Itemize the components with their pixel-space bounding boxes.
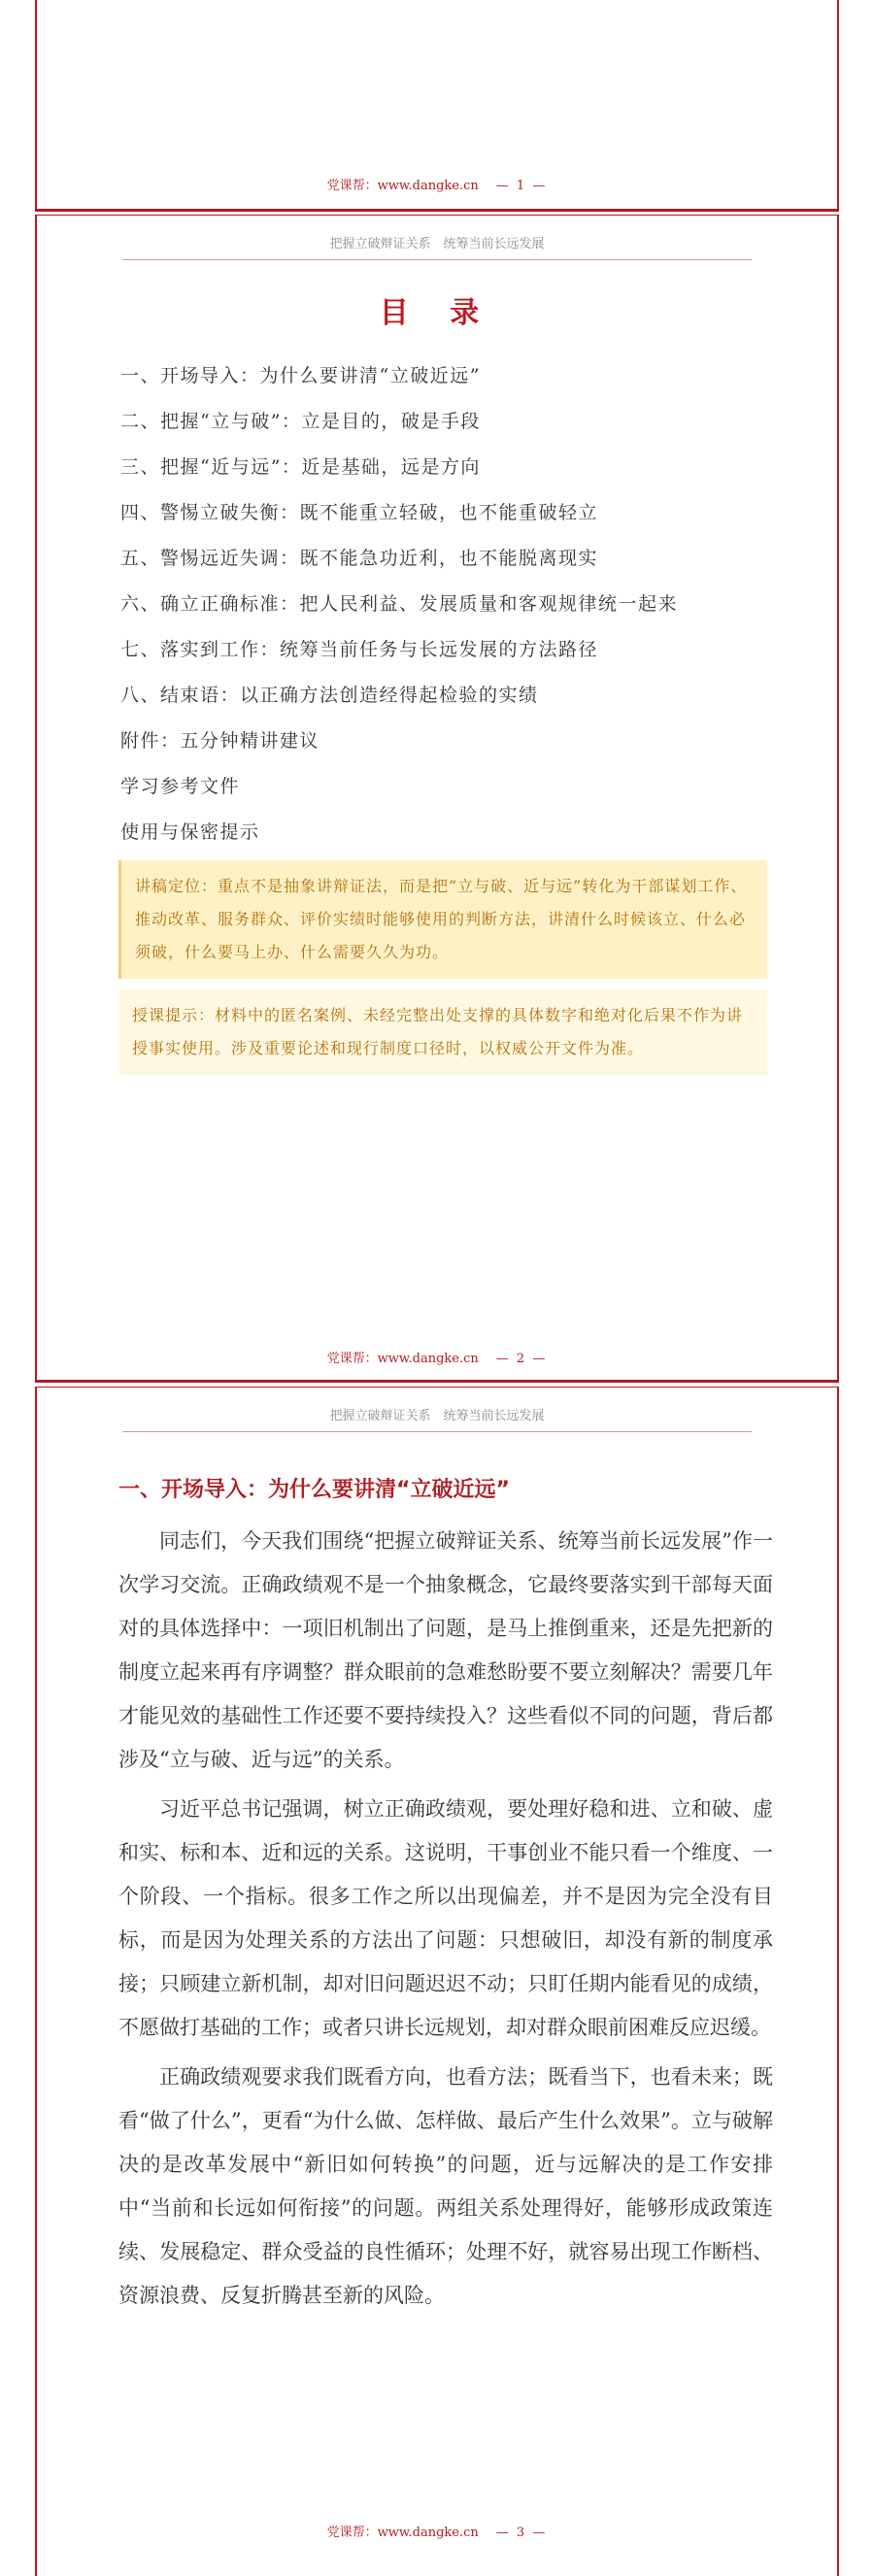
running-header: 把握立破辩证关系 统筹当前长远发展 — [122, 233, 752, 260]
toc-title: 目 录 — [379, 296, 495, 330]
running-header: 把握立破辩证关系 统筹当前长远发展 — [122, 1405, 752, 1432]
section-title: 一、开场导入：为什么要讲清“立破近远” — [118, 1478, 510, 1502]
toc-item: 一、开场导入：为什么要讲清“立破近远” — [120, 365, 481, 386]
toc-item: 三、把握“近与远”：近是基础，远是方向 — [120, 456, 481, 478]
footer-page-number: — 2 — — [495, 1352, 548, 1366]
footer-page-number: — 3 — — [495, 2526, 548, 2540]
page-footer — [37, 1348, 837, 1366]
footer-page-number: — 1 — — [495, 179, 548, 193]
page-2 — [35, 215, 839, 1383]
footer-site: 党课帮：www.dangke.cn — [326, 2526, 479, 2540]
body-paragraph: 习近平总书记强调，树立正确政绩观，要处理好稳和进、立和破、虚和实、标和本、近和远的关系。这说明，干事创业不能只看一个维度、一个阶段、一个指标。很多工作之所以出现偏差，并不是因为完全没有目标，而是因为处理关系的方法出了问题：只想破旧，却没有新的制度承接；只顾建立新机制，却对旧问题迟迟不动；只盯任期内能看见的成绩，不愿做打基础的工作；或者只讲长远规划，却对群众眼前困难反应迟缓。 — [118, 1797, 773, 2039]
footer-site: 党课帮：www.dangke.cn — [326, 179, 479, 193]
page-1 — [35, 0, 839, 212]
page-footer — [37, 175, 837, 193]
positioning-note: 讲稿定位：重点不是抽象讲辩证法，而是把“立与破、近与远”转化为干部谋划工作、推动改革、服务群众、评价实绩时能够使用的判断方法，讲清什么时候该立、什么必须破，什么要马上办、什么需要久久为功。 — [118, 860, 767, 979]
toc-item: 学习参考文件 — [120, 776, 241, 797]
toc-item: 附件：五分钟精讲建议 — [120, 730, 320, 752]
toc-item: 二、把握“立与破”：立是目的，破是手段 — [120, 411, 481, 432]
toc-item: 八、结束语：以正确方法创造经得起检验的实绩 — [120, 685, 539, 706]
page-footer — [37, 2522, 837, 2540]
page-3 — [35, 1387, 839, 2576]
teaching-note: 授课提示：材料中的匿名案例、未经完整出处支撑的具体数字和绝对化后果不作为讲授事实使用。涉及重要论述和现行制度口径时，以权威公开文件为准。 — [118, 989, 767, 1075]
toc-item: 七、落实到工作：统筹当前任务与长远发展的方法路径 — [120, 639, 599, 660]
table-of-contents — [120, 363, 781, 865]
body-paragraph: 正确政绩观要求我们既看方向，也看方法；既看当下，也看未来；既看“做了什么”，更看“为什么做、怎样做、最后产生什么效果”。立与破解决的是改革发展中“新旧如何转换”的问题，近与远解决的是工作安排中“当前和长远如何衔接”的问题。两组关系处理得好，能够形成政策连续、发展稳定、群众受益的良性循环；处理不好，就容易出现工作断档、资源浪费、反复折腾甚至新的风险。 — [118, 2065, 773, 2307]
footer-site: 党课帮：www.dangke.cn — [326, 1352, 479, 1366]
toc-item: 使用与保密提示 — [120, 821, 260, 843]
body-paragraph: 同志们，今天我们围绕“把握立破辩证关系、统筹当前长远发展”作一次学习交流。正确政绩观不是一个抽象概念，它最终要落实到干部每天面对的具体选择中：一项旧机制出了问题，是马上推倒重来，还是先把新的制度立起来再有序调整？群众眼前的急难愁盼要不要立刻解决？需要几年才能见效的基础性工作还要不要持续投入？这些看似不同的问题，背后都涉及“立与破、近与远”的关系。 — [118, 1529, 773, 1771]
section-body — [118, 1520, 773, 2324]
toc-item: 四、警惕立破失衡：既不能重立轻破，也不能重破轻立 — [120, 502, 599, 523]
toc-item: 六、确立正确标准：把人民利益、发展质量和客观规律统一起来 — [120, 593, 679, 615]
toc-item: 五、警惕远近失调：既不能急功近利，也不能脱离现实 — [120, 548, 599, 569]
